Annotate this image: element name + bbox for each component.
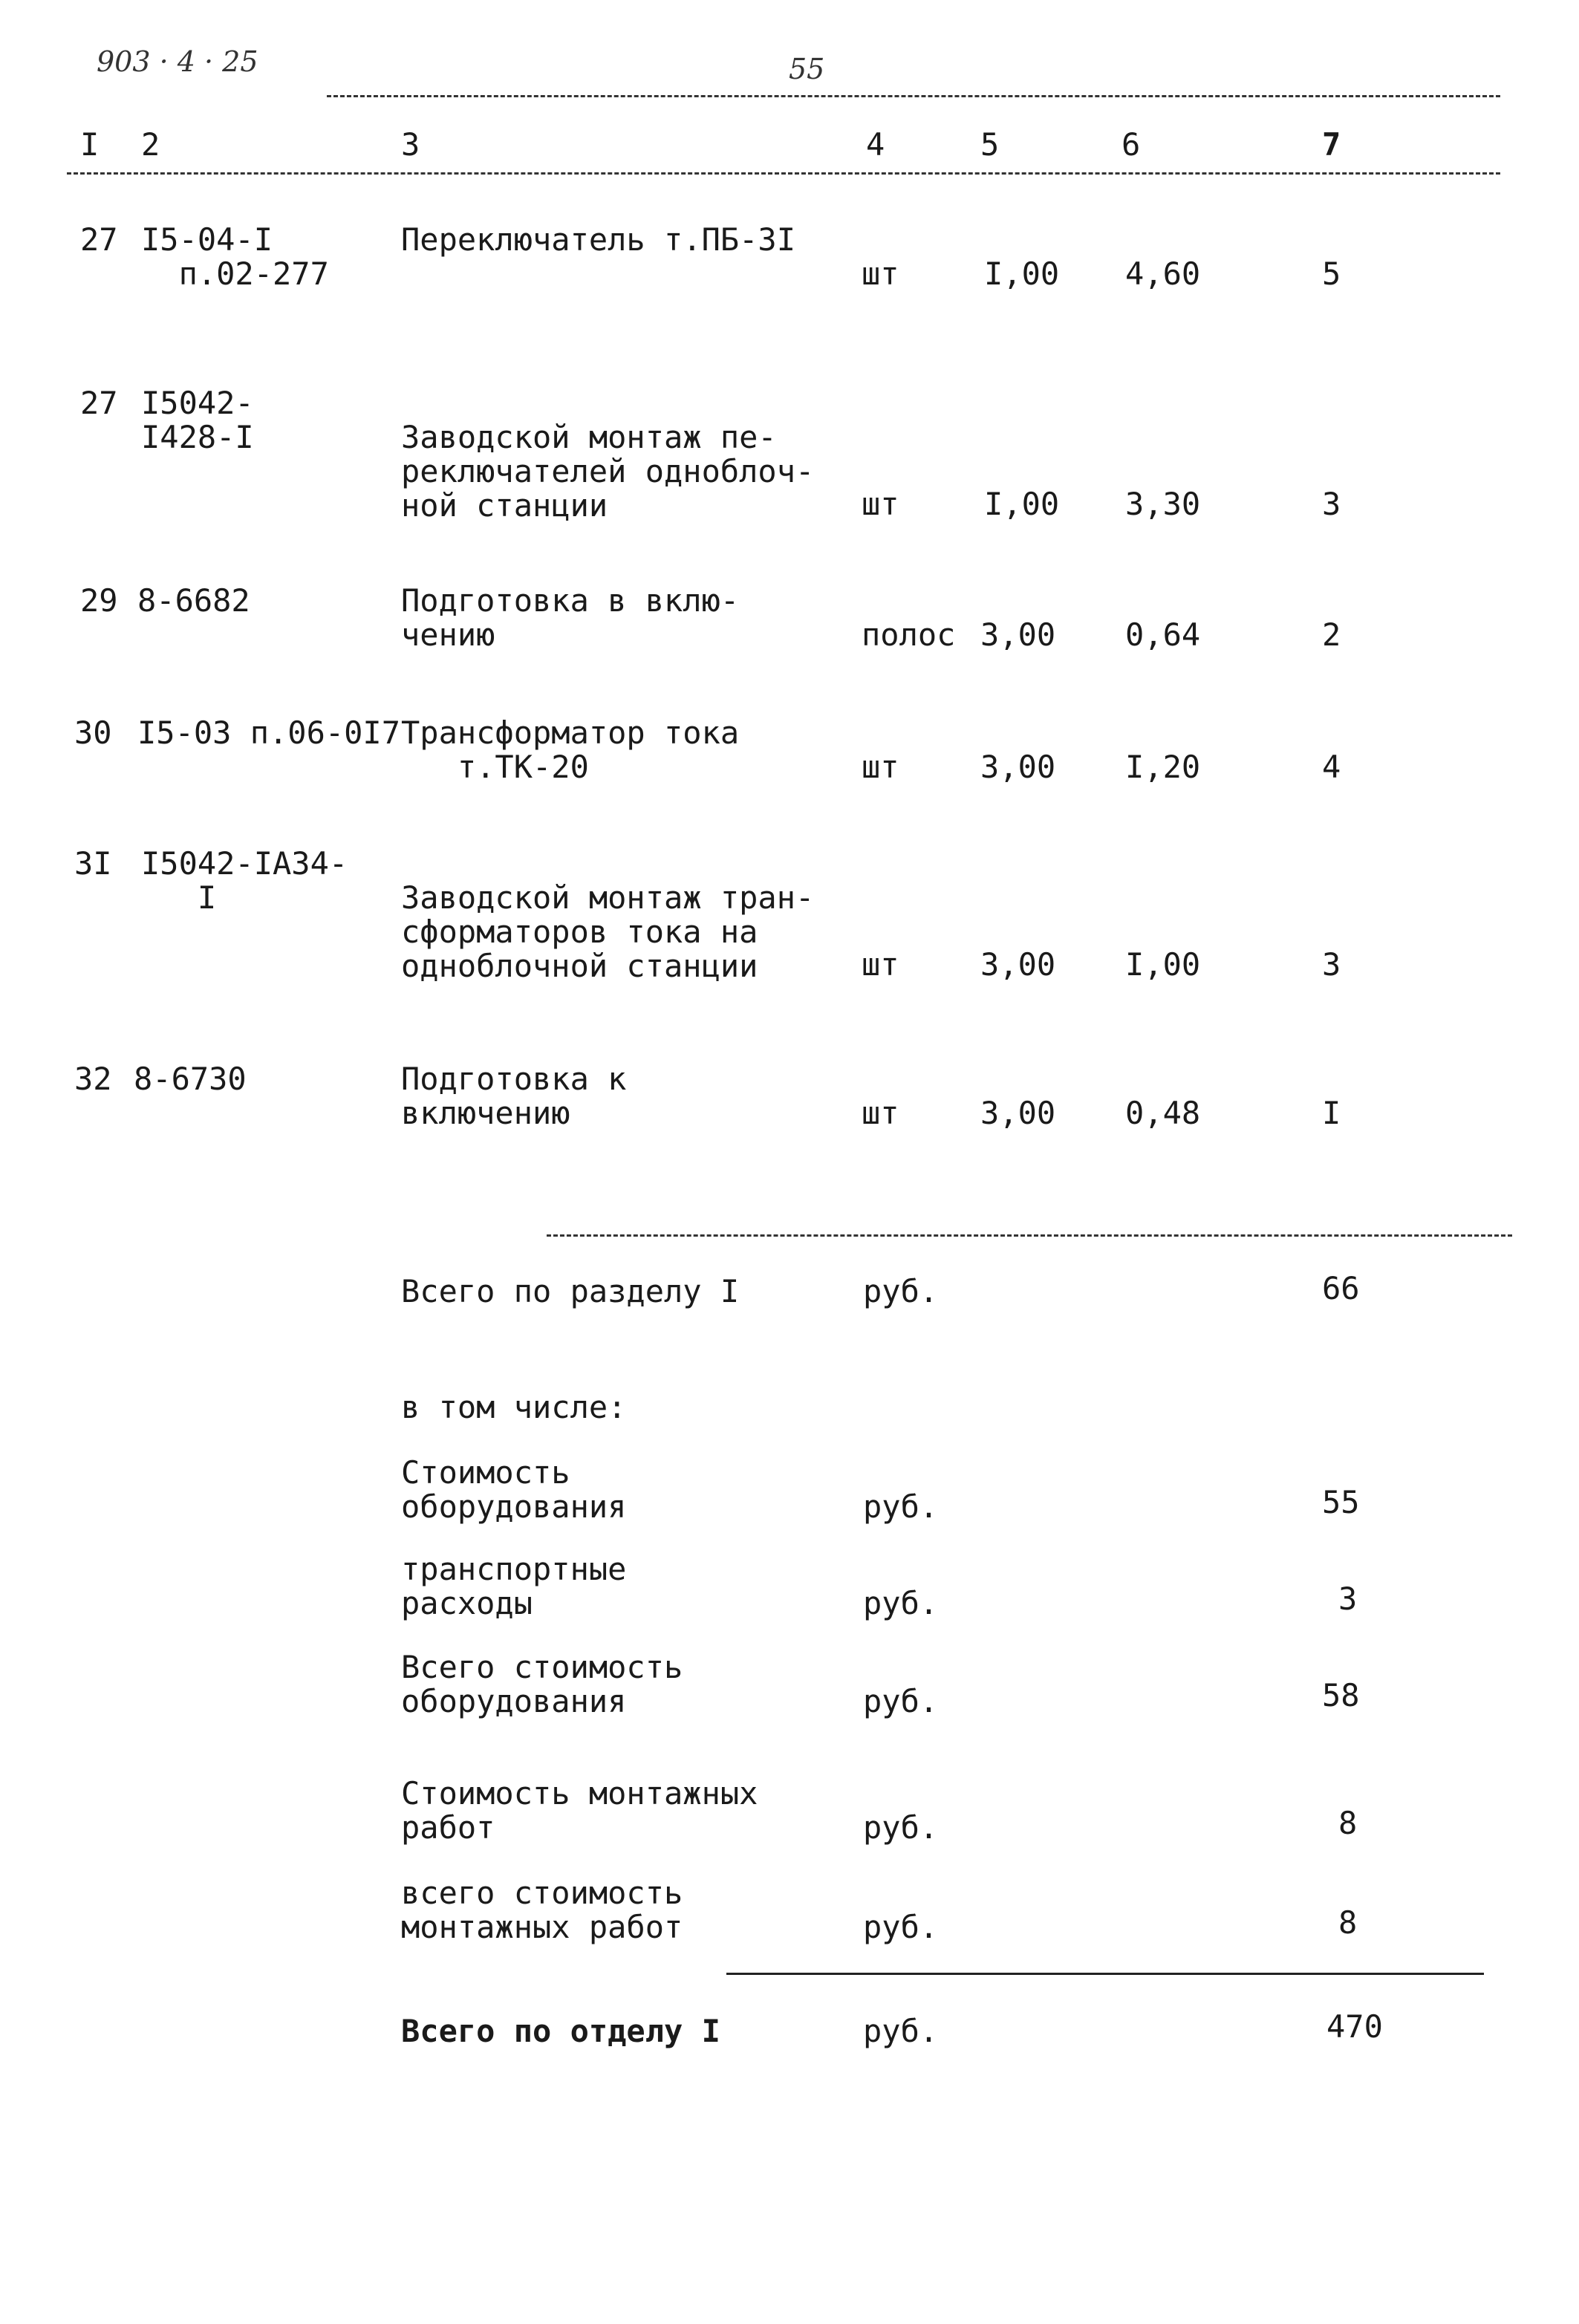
row-number: 29 (80, 582, 118, 619)
column-header-1: I (80, 126, 100, 163)
row-name: Трансформатор тока т.ТК-20 (401, 715, 740, 785)
document-code: 903 · 4 · 25 (97, 45, 258, 78)
section-total-value: 66 (1322, 1270, 1360, 1306)
row-total: 4 (1322, 749, 1341, 785)
summary-item-label: транспортные расходы (401, 1551, 627, 1621)
grand-total-value: 470 (1326, 2008, 1383, 2045)
column-header-7: 7 (1322, 126, 1341, 163)
row-unit: полос (862, 616, 956, 653)
row-quantity: 3,00 (980, 749, 1056, 785)
row-price: I,00 (1125, 946, 1201, 983)
summary-item-unit: руб. (863, 1683, 939, 1719)
including-label: в том числе: (401, 1389, 627, 1425)
grand-total-rule (726, 1973, 1484, 1975)
column-header-2: 2 (141, 126, 160, 163)
summary-item-value: 58 (1322, 1677, 1360, 1713)
row-quantity: 3,00 (980, 616, 1056, 653)
row-price: 4,60 (1125, 255, 1201, 292)
page-number: 55 (789, 53, 825, 85)
row-name: Подготовка в вклю- чению (401, 582, 740, 653)
row-total: I (1322, 1095, 1341, 1131)
row-quantity: 3,00 (980, 1095, 1056, 1131)
row-price: 0,64 (1125, 616, 1201, 653)
summary-rule (547, 1234, 1512, 1237)
row-price: I,20 (1125, 749, 1201, 785)
row-number: 27 (80, 385, 118, 421)
row-code: I5042-IA34- I (141, 845, 348, 916)
summary-item-label: всего стоимость монтажных работ (401, 1875, 683, 1945)
summary-item-label: Стоимость монтажных работ (401, 1775, 758, 1846)
column-header-5: 5 (980, 126, 1000, 163)
section-total-unit: руб. (863, 1273, 939, 1309)
summary-item-unit: руб. (863, 1488, 939, 1525)
row-code: I5042- I428-I (141, 385, 254, 455)
row-total: 2 (1322, 616, 1341, 653)
column-header-3: 3 (401, 126, 420, 163)
summary-item-label: Стоимость оборудования (401, 1454, 627, 1525)
header-rule (327, 95, 1500, 97)
row-quantity: 3,00 (980, 946, 1056, 983)
row-total: 3 (1322, 946, 1341, 983)
row-quantity: I,00 (984, 486, 1060, 522)
summary-item-label: Всего стоимость оборудования (401, 1649, 683, 1719)
row-name: Заводской монтаж тран- сформаторов тока на одноблочной станции (401, 879, 815, 984)
row-number: 3I (74, 845, 112, 882)
column-header-6: 6 (1121, 126, 1141, 163)
summary-item-unit: руб. (863, 1909, 939, 1945)
row-unit: шт (862, 749, 899, 785)
row-code: 8-6682 (137, 582, 250, 619)
summary-item-value: 3 (1338, 1581, 1358, 1617)
column-header-4: 4 (866, 126, 885, 163)
row-number: 27 (80, 221, 118, 258)
row-code: 8-6730 (134, 1061, 247, 1097)
summary-item-value: 55 (1322, 1484, 1360, 1520)
row-name: Заводской монтаж пе- реключателей одноблоч- ной станции (401, 419, 815, 524)
column-header-rule (67, 172, 1500, 175)
row-price: 3,30 (1125, 486, 1201, 522)
row-unit: шт (862, 1095, 899, 1131)
grand-total-unit: руб. (863, 2013, 939, 2049)
summary-item-unit: руб. (863, 1585, 939, 1621)
row-code: I5-04-I п.02-277 (141, 221, 329, 292)
row-unit: шт (862, 946, 899, 983)
row-name: Подготовка к включению (401, 1061, 627, 1131)
row-unit: шт (862, 486, 899, 522)
section-total-label: Всего по разделу I (401, 1273, 740, 1309)
row-total: 3 (1322, 486, 1341, 522)
summary-item-value: 8 (1338, 1805, 1358, 1841)
row-total: 5 (1322, 255, 1341, 292)
summary-item-unit: руб. (863, 1809, 939, 1846)
row-name: Переключатель т.ПБ-3I (401, 221, 796, 258)
row-unit: шт (862, 255, 899, 292)
row-quantity: I,00 (984, 255, 1060, 292)
row-code: I5-03 п.06-0I7 (137, 715, 401, 751)
summary-item-value: 8 (1338, 1904, 1358, 1941)
row-number: 32 (74, 1061, 112, 1097)
grand-total-label: Всего по отделу I (401, 2013, 720, 2049)
row-number: 30 (74, 715, 112, 751)
row-price: 0,48 (1125, 1095, 1201, 1131)
